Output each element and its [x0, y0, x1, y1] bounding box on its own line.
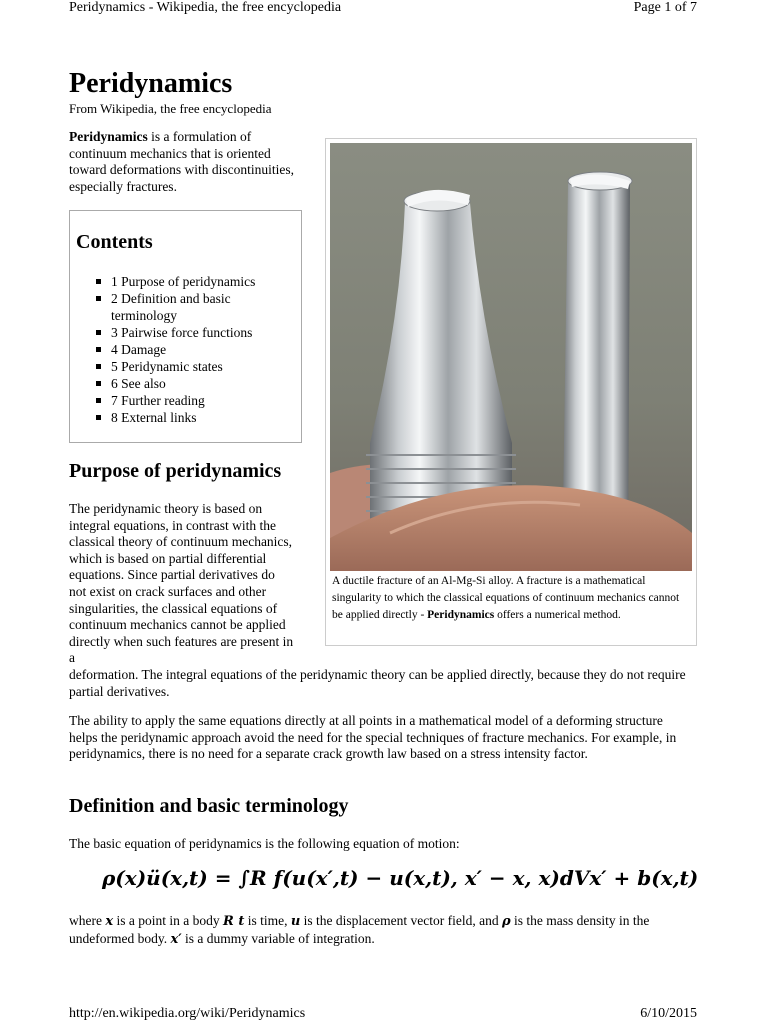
caption-bold-term[interactable]: Peridynamics: [427, 609, 495, 621]
page-header-title: Peridynamics - Wikipedia, the free encyclopedia: [69, 0, 342, 15]
purpose-text-continued: deformation. The integral equations of the peridynamic theory can be applied directly, because they do not require partial derivatives.: [69, 666, 686, 699]
purpose-text-wrapped: The peridynamic theory is based on integral equations, in contrast with the classical theory of continuum mechanics, which is based on partial differential equations. Since partial derivatives do not exist on crack surfaces and other singularities, the classical equations of continuum mechanics cannot be applied directly when such features are present in a: [69, 501, 294, 666]
where-text: is the displacement vector field, and: [300, 913, 502, 928]
intro-text: is a formulation of continuum mechanics that is oriented toward deformations with discontinuities, especially fractures.: [69, 129, 294, 194]
purpose-paragraph-2: The ability to apply the same equations directly at all points in a mathematical model of a deforming structure helps the peridynamic approach avoid the need for the special techniques of fracture mechanics. For example, in peridynamics, there is no need for a separate crack growth law based on a stress intensity factor.: [69, 713, 677, 762]
article-title: Peridynamics: [69, 68, 233, 99]
toc-item[interactable]: 4 Damage: [96, 341, 296, 358]
toc-item[interactable]: 2 Definition and basic terminology: [96, 290, 296, 324]
caption-text: A ductile fracture of an Al-Mg-Si alloy. A fracture is a mathematical singularity to which the classical equations of continuum mechanics cannot be applied directly -: [332, 575, 680, 621]
intro-bold-term: Peridynamics: [69, 129, 148, 144]
symbol-R-t: R t: [223, 914, 245, 929]
definition-paragraph: The basic equation of peridynamics is the following equation of motion:: [69, 836, 460, 851]
toc-title: Contents: [76, 231, 153, 253]
caption-text-end: offers a numerical method.: [494, 609, 621, 621]
symbol-x-prime: x′: [170, 931, 182, 947]
table-of-contents: [69, 210, 302, 443]
toc-item[interactable]: 8 External links: [96, 409, 296, 426]
purpose-paragraph-1: [69, 501, 689, 700]
equation-of-motion: ρ(x)ü(x,t) = ∫R f(u(x′,t) − u(x,t), x′ − x, x)dVx′ + b(x,t): [102, 866, 699, 890]
where-text: is a point in a body: [113, 913, 223, 928]
toc-item[interactable]: 1 Purpose of peridynamics: [96, 273, 296, 290]
symbol-rho: ρ: [501, 914, 511, 929]
page-footer-url: http://en.wikipedia.org/wiki/Peridynamics: [69, 1006, 306, 1021]
where-text: is time,: [244, 913, 291, 928]
toc-list: [96, 273, 296, 426]
article-subtitle: From Wikipedia, the free encyclopedia: [69, 101, 272, 116]
definition-where-paragraph: [69, 913, 709, 948]
where-text: where: [69, 913, 106, 928]
where-text: is a dummy variable of integration.: [181, 930, 375, 946]
where-text: is the mass density in the undeformed body.: [69, 913, 650, 946]
section-heading-purpose: Purpose of peridynamics: [69, 460, 282, 482]
intro-paragraph: [69, 129, 301, 195]
toc-item[interactable]: 5 Peridynamic states: [96, 358, 296, 375]
page-number: Page 1 of 7: [633, 0, 697, 15]
symbol-x: x: [105, 914, 114, 929]
section-heading-definition: Definition and basic terminology: [69, 795, 349, 817]
toc-item[interactable]: 3 Pairwise force functions: [96, 324, 296, 341]
toc-item[interactable]: 6 See also: [96, 375, 296, 392]
page-footer-date: 6/10/2015: [640, 1006, 697, 1021]
symbol-u: u: [290, 914, 301, 929]
toc-item[interactable]: 7 Further reading: [96, 392, 296, 409]
